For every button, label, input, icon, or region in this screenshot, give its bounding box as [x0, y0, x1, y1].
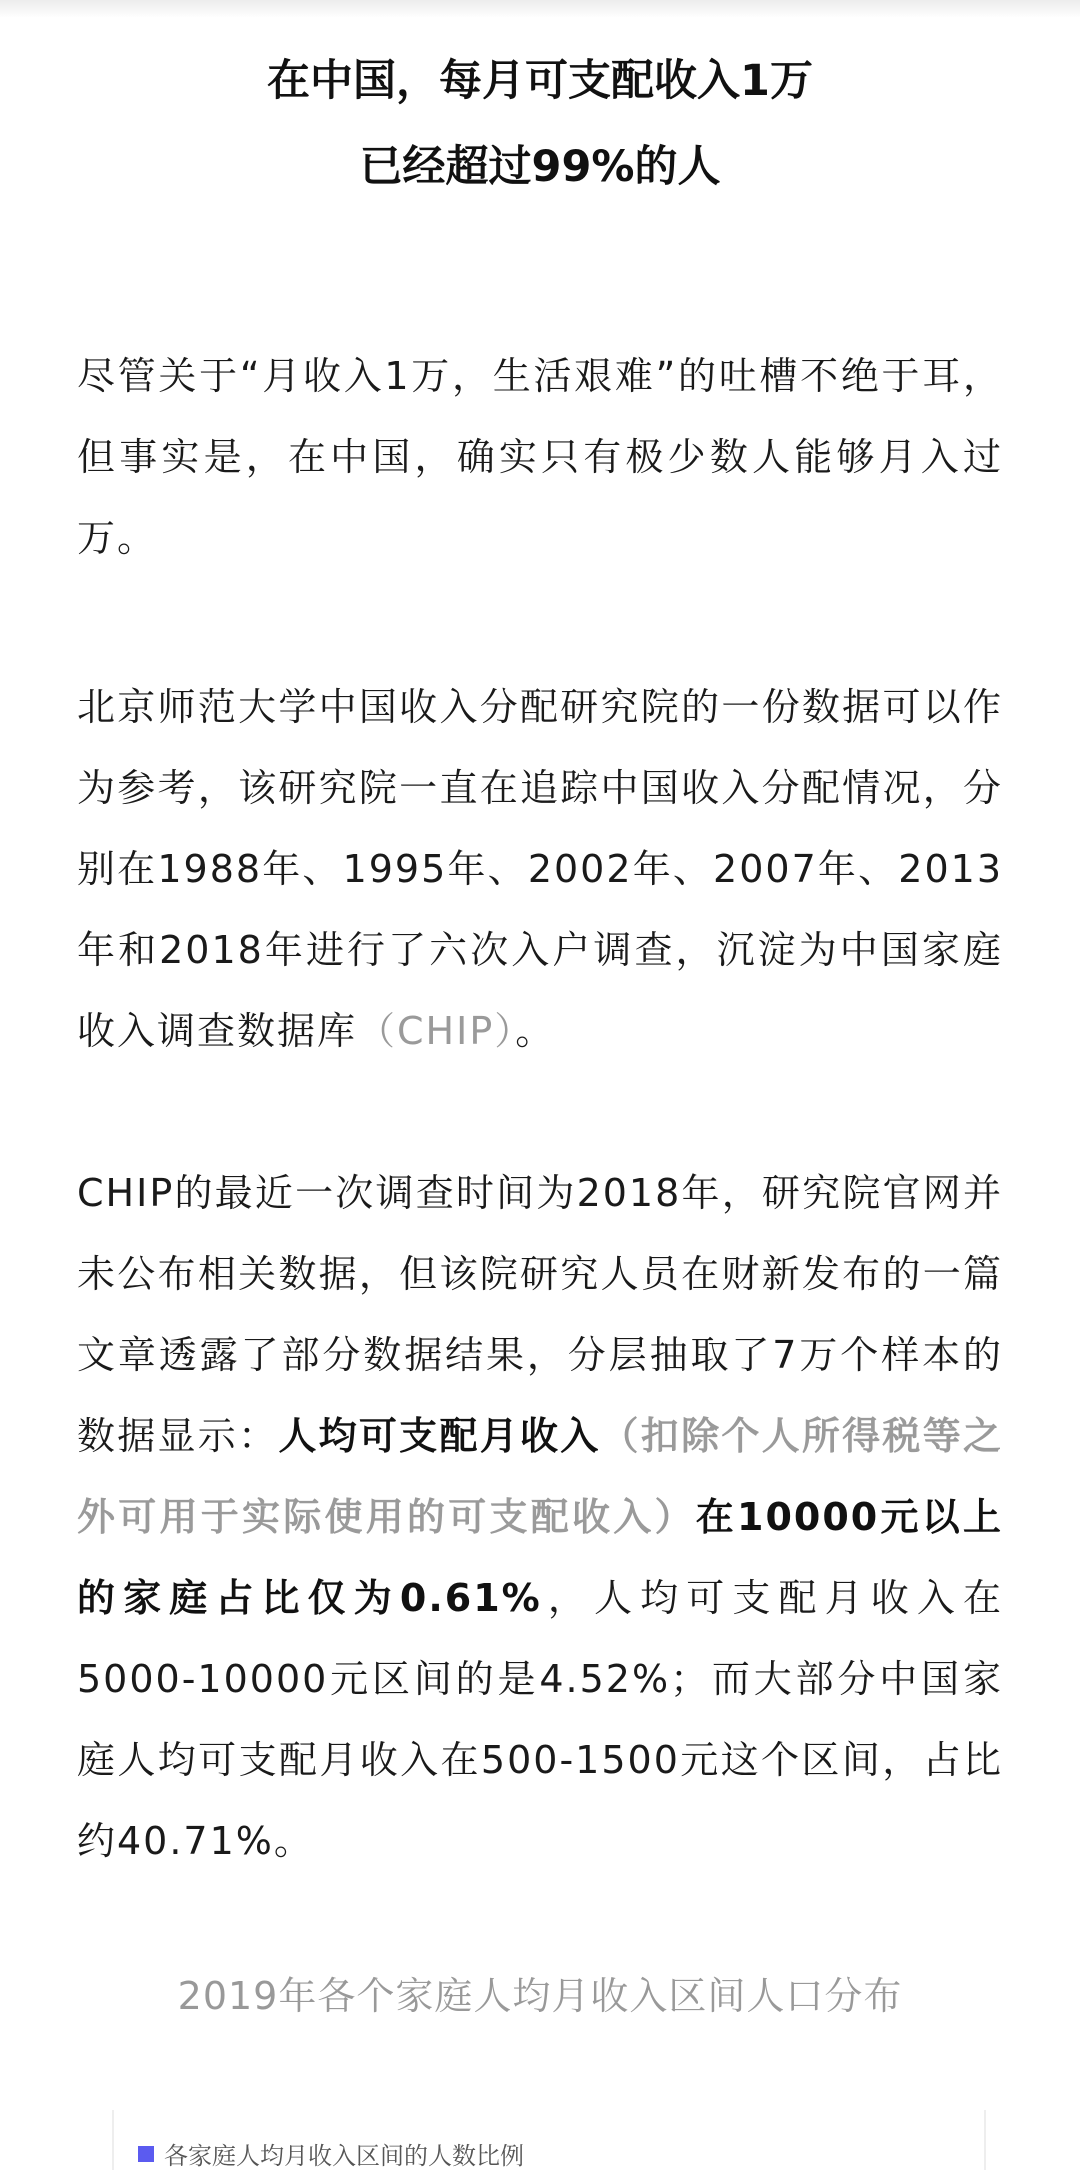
paragraph-2-container [77, 667, 1003, 1072]
highlight-share: 在10000元以上的家庭占比仅为0.61% [77, 1495, 1003, 1620]
chart-image-container [112, 2110, 986, 2170]
paragraph-3-rest: ，人均可支配月收入在5000-10000元区间的是4.52%；而大部分中国家庭人均可支配月收入在500-1500元这个区间，占比约40.71%。 [77, 1576, 1003, 1863]
paragraph-3 [77, 1153, 1003, 1882]
legend-swatch [138, 2146, 154, 2162]
highlight-income: 人均可支配月收入 [278, 1414, 601, 1458]
chart-legend [138, 2136, 524, 2170]
title-line-1: 在中国，每月可支配收入1万 [267, 56, 813, 106]
paragraph-3-text: CHIP的最近一次调查时间为2018年，研究院官网并未公布相关数据，但该院研究人员在财新发布的一篇文章透露了部分数据结果，分层抽取了7万个样本的数据显示： [77, 1171, 1003, 1458]
paragraph-2-text: 北京师范大学中国收入分配研究院的一份数据可以作为参考，该研究院一直在追踪中国收入分配情况，分别在1988年、1995年、2002年、2007年、2013年和2018年进行了六次入户调查，沉淀为中国家庭收入调查数据库 [77, 685, 1003, 1053]
income-definition-note: （扣除个人所得税等之外可用于实际使用的可支配收入） [77, 1414, 1003, 1539]
paragraph-2 [77, 667, 1003, 1072]
paragraph-1: 尽管关于“月收入1万，生活艰难”的吐槽不绝于耳，但事实是，在中国，确实只有极少数人能够月入过万。 [77, 354, 1003, 560]
title-line-2: 已经超过99%的人 [359, 142, 721, 192]
legend-label: 各家庭人均月收入区间的人数比例 [164, 2142, 524, 2170]
paragraph-2-end: 。 [515, 1009, 556, 1053]
chip-abbreviation: （CHIP） [357, 1009, 516, 1053]
paragraph-3-container [77, 1153, 1003, 1882]
top-shadow [0, 0, 1080, 18]
article-title [0, 38, 1080, 210]
chart-caption: 2019年各个家庭人均月收入区间人口分布 [177, 1974, 903, 2018]
paragraph-1-container [77, 336, 1003, 579]
